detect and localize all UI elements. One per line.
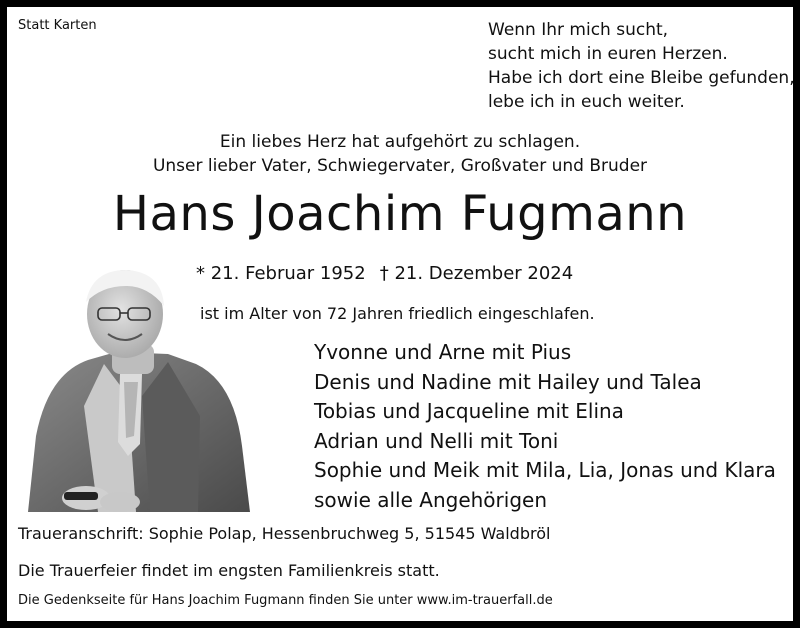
poem-line: Habe ich dort eine Bleibe gefunden, (488, 68, 795, 88)
poem-line: Wenn Ihr mich sucht, (488, 20, 669, 40)
family-member: Sophie und Meik mit Mila, Lia, Jonas und Klara (314, 458, 776, 482)
intro-text (0, 130, 800, 178)
mourning-address: Traueranschrift: Sophie Polap, Hessenbruchweg 5, 51545 Waldbröl (18, 524, 551, 543)
death-date: † 21. Dezember 2024 (379, 263, 574, 284)
poem (488, 18, 795, 114)
header-label: Statt Karten (18, 18, 97, 33)
poem-line: lebe ich in euch weiter. (488, 92, 685, 112)
life-dates (196, 263, 573, 284)
portrait-photo (28, 266, 250, 512)
intro-line: Unser lieber Vater, Schwiegervater, Großvater und Bruder (152, 156, 648, 176)
intro-line: Ein liebes Herz hat aufgehört zu schlagen. (219, 132, 581, 152)
deceased-name: Hans Joachim Fugmann (112, 186, 688, 242)
family-member: Tobias und Jacqueline mit Elina (314, 399, 624, 423)
birth-date: * 21. Februar 1952 (196, 263, 366, 284)
memorial-page-note: Die Gedenkseite für Hans Joachim Fugmann finden Sie unter www.im-trauerfall.de (18, 593, 553, 608)
family-member: Yvonne und Arne mit Pius (314, 340, 572, 364)
family-member: sowie alle Angehörigen (314, 487, 547, 512)
family-member: Adrian und Nelli mit Toni (314, 428, 559, 453)
family-member: Denis und Nadine mit Hailey und Talea (314, 369, 702, 394)
family-list (314, 338, 776, 515)
poem-line: sucht mich in euren Herzen. (488, 44, 728, 64)
age-statement: ist im Alter von 72 Jahren friedlich eingeschlafen. (200, 304, 595, 323)
ceremony-note: Die Trauerfeier findet im engsten Familienkreis statt. (18, 561, 440, 580)
